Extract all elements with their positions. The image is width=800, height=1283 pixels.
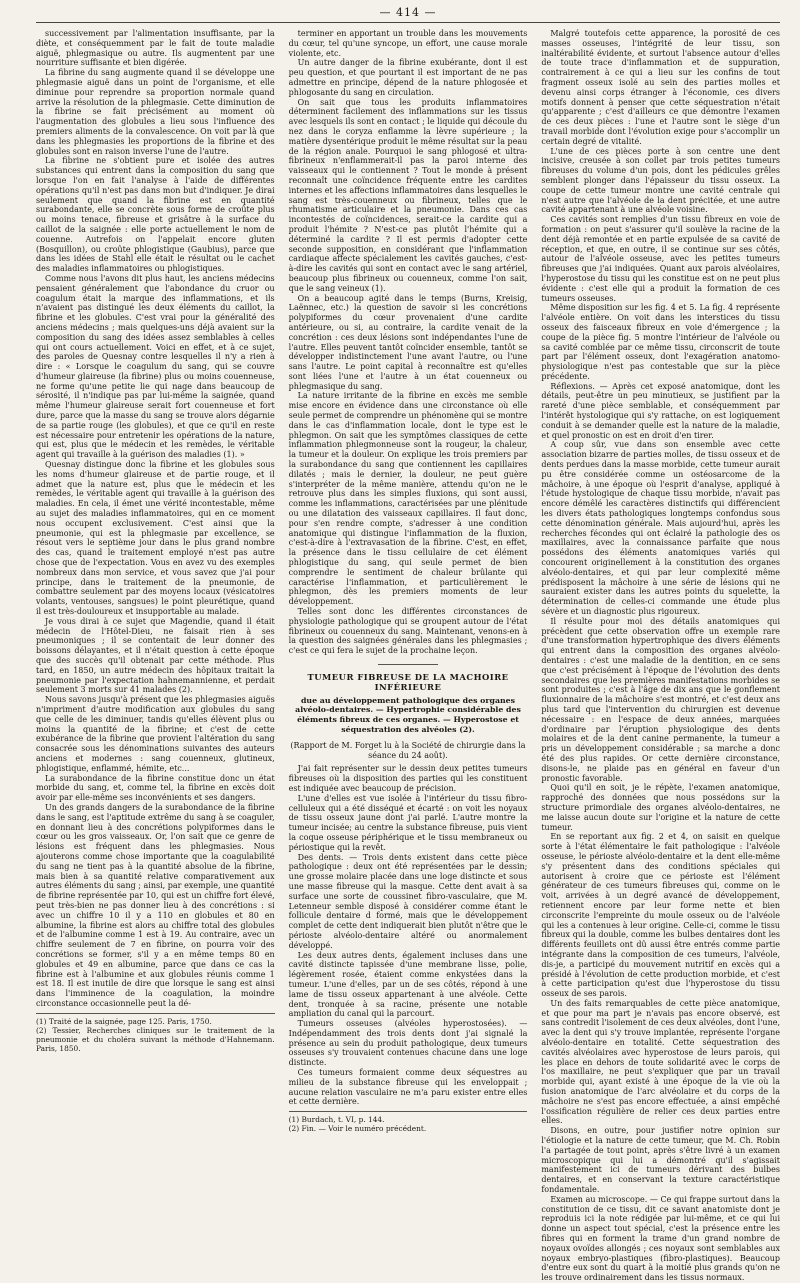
paragraph: En se reportant aux fig. 2 et 4, on saisit en quelque sorte à l'état élémentaire le fait pathologique : l'alvéole osseuse, le périoste alvéolo-dentaire et la dent elle-même s'y présentent dans des conditions spéciales qui autorisent à croire que ce périoste est l'élément générateur de ces tumeurs fibreuses qui, comme on le voit, arrivées à un degré avancé de développement, retiennent encore par leur forme nette et bien circonscrite l'empreinte du moule osseux ou de l'alvéole qui les a contenues à leur origine. Celle-ci, comme le tissu fibreux qui la double, comme les bulbes dentaires dont les différents feuillets ont dû aussi être entrés comme partie intégrante dans la composition de ces tumeurs, l'alvéole, dis-je, a participé du mouvement nutritif en excès qui a présidé à l'évolution de cette production morbide, et c'est à cette participation qu'est due l'hyperostose du tissu osseux de ses parois. [541, 832, 781, 999]
column-2-body-top [289, 29, 528, 656]
page-number: — 414 — [379, 6, 437, 19]
section-divider [378, 664, 438, 665]
column-3-body [541, 29, 780, 1283]
column-1-body [36, 29, 275, 1009]
footnote: (2) Tessier, Recherches cliniques sur le traitement de la pneumonie et du choléra suivant la méthode d'Hahnemann. Paris, 1850. [36, 1025, 275, 1053]
page-header [36, 6, 780, 23]
paragraph: Examen au microscope. — Ce qui frappe surtout dans la constitution de ce tissu, dit ce savant anatomiste dont je reproduis ici la note rédigée par lui-même, et ce qui lui donne un aspect tout spécial, c'est la présence entre les fibres qui en forment la trame d'un grand nombre de noyaux ovoïdes allongés ; ces noyaux sont semblables aux noyaux embryo-plastiques (fibro-plastiques). Beaucoup d'entre eux sont du quart à la moitié plus grands qu'on ne les trouve ordinairement dans les tissus normaux. [541, 1194, 781, 1283]
text-columns [36, 29, 781, 1283]
paragraph: successivement par l'alimentation insuffisante, par la diète, et conséquemment par le fait de toute maladie aiguë, phlegmasique ou autre. Ils augmentent par une nourriture suffisante et bien digérée. [36, 29, 275, 68]
paragraph: Des dents. — Trois dents existent dans cette pièce pathologique : deux ont été représentées par le dessin; une grosse molaire placée dans une loge distincte et sous une masse fibreuse qui la masque. Cette dent avait à sa surface une sorte de coussinet fibro-vasculaire, que M. Letenneur semble disposé à considérer comme étant le follicule dentaire d formé, mais que le développement complet de cette dent indiquerait bien plutôt n'être que le périoste alvéolo-dentaire altéré ou anormalement développé. [288, 852, 528, 950]
paragraph: Malgré toutefois cette apparence, la porosité de ces masses osseuses, l'intégrité de leur tissu, son inaltérabilité évidente, et surtout l'absence autour d'elles de toute trace d'inflammation et de suppuration, contrairement à ce qui a lieu sur les confins de tout fragment osseux isolé au sein des parties molles et devenu ainsi corps étranger à l'économie, ces divers motifs donnent à penser que cette séquestration n'était qu'apparente ; c'est d'ailleurs ce que démontre l'examen de ces deux pièces : l'une et l'autre sont le siège d'un travail morbide dont l'évolution exige pour s'accomplir un certain degré de vitalité. [541, 29, 781, 146]
paragraph: Nous savons jusqu'à présent que les phlegmasies aiguës n'impriment d'autre modification aux globules du sang que celle de les diminuer, tandis qu'elles élèvent plus ou moins la quantité de la fibrine; et c'est de cette exubérance de la fibrine que provient l'altération du sang consacrée sous les dénominations suivantes des auteurs anciens et modernes : sang couenneux, glutineux, phlogistique, enflammé, hémite, etc... [36, 695, 275, 773]
paragraph: Disons, en outre, pour justifier notre opinion sur l'étiologie et la nature de cette tumeur, que M. Ch. Robin l'a partagée de tout point, après s'être livré à un examen microscopique qui lui a démontré qu'il s'agissait manifestement ici de tumeurs dérivant des bulbes dentaires, et en conservant la texture caractéristique fondamentale. [541, 1126, 781, 1195]
paragraph: On sait que tous les produits inflammatoires déterminent facilement des inflammations sur les tissus avec lesquels ils sont en contact ; le liquide qui découle du nez dans le coryza enflamme la lèvre supérieure ; la matière dysentérique produit le même résultat sur la peau de la région anale. Pourquoi le sang phlogosé et ultra-fibrineux n'enflammerait-il pas la paroi interne des vaisseaux qui le contiennent ? Tout le monde à présent reconnaît une coïncidence fréquente entre les cardites internes et les affections inflammatoires dans lesquelles le sang est très-couenneux ou fibrineux, telles que le rhumatisme articulaire et la pneumonie. Dans ces cas incontestés de coïncidences, serait-ce la cardite qui a produit l'hémite ? N'est-ce pas plutôt l'hémite qui a déterminé la cardite ? Il est permis d'adopter cette seconde supposition, en considérant que l'inflammation cardiaque affecte spécialement les cavités gauches, c'est-à-dire les cavités qui sont en contact avec le sang artériel, beaucoup plus fibrineux ou couenneux, comme l'on sait, que le sang veineux (1). [288, 97, 528, 293]
paragraph: Ces tumeurs formaient comme deux séquestres au milieu de la substance fibreuse qui les enveloppait ; aucune relation vasculaire ne m'a paru exister entre elles et cette dernière. [288, 1068, 528, 1107]
report-line: (Rapport de M. Forget lu à la Société de chirurgie dans la séance du 24 août). [290, 740, 526, 760]
paragraph: terminer en apportant un trouble dans les mouvements du cœur, tel qu'une syncope, un effort, une cause morale violente, etc. [288, 29, 528, 58]
paragraph: La fibrine du sang augmente quand il se développe une phlegmasie aiguë dans un point de l'organisme, et elle diminue pour reprendre sa proportion normale quand arrive la résolution de la phlegmasie. Cette diminution de la fibrine se fait précisément au moment où l'augmentation des globules a lieu sous l'influence des premiers aliments de la convalescence. On voit par là que dans les phlegmasies les proportions de la fibrine et des globules sont en raison inverse l'une de l'autre. [36, 68, 275, 156]
paragraph: Un des grands dangers de la surabondance de la fibrine dans le sang, est l'aptitude extrême du sang à se coaguler, en donnant lieu à des concrétions polypiformes dans le cœur ou les gros vaisseaux. Or, l'on sait que ce genre de lésions est fréquent dans les phlegmasies. Nous ajouterons comme chose importante que la coagulabilité du sang ne tient pas à la quantité absolue de la fibrine, mais bien à sa quantité relative comparativement aux autres éléments du sang ; ainsi, par exemple, une quantité de fibrine représentée par 10, qui est un chiffre fort élevé, peut très-bien ne pas donner lieu à des concrétions : si avec un chiffre 10 il y a 110 en globules et 80 en albumine, la fibrine est alors au chiffre total des globules et de l'albumine comme 1 est à 19. Au contraire, avec un chiffre seulement de 7 en fibrine, on pourra voir des concrétions se former, s'il y a en même temps 80 en globules et 49 en albumine, parce que dans ce cas la fibrine est à l'albumine et aux globules réunis comme 1 est 18. Il est inutile de dire que lorsque le sang est ainsi dans l'imminence de la coagulation, la moindre circonstance occasionnelle peut la dé- [36, 802, 275, 1008]
paragraph: J'ai fait représenter sur le dessin deux petites tumeurs fibreuses où la disposition des parties qui les constituent est indiquée avec beaucoup de précision. [288, 764, 528, 793]
paragraph: Quoi qu'il en soit, je le répète, l'examen anatomique, rapproché des données que nous possédons sur la structure primordiale des organes alvéolo-dentaires, ne me laisse aucun doute sur l'origine et la nature de cette tumeur. [541, 783, 781, 832]
column-1 [36, 29, 275, 1169]
paragraph: On a beaucoup agité dans le temps (Burns, Kreisig, Laënnec, etc.) la question de savoir si les concrétions polypiformes du cœur provenaient d'une cardite antérieure, ou si, au contraire, la cardite venait de la concrétion : ces deux lésions sont indépendantes l'une de l'autre. Elles peuvent tantôt coïncider ensemble, tantôt se développer indistinctement l'une avant l'autre, ou l'une sans l'autre. Le point capital à reconnaître est qu'elles sont liées l'une et l'autre à un état couenneux ou phlegmasique du sang. [288, 293, 528, 391]
paragraph: Un autre danger de la fibrine exubérante, dont il est peu question, et que pourtant il est important de ne pas admettre en principe, dépend de la nature phlogosée et phlogosante du sang en circulation. [288, 58, 528, 97]
paragraph: La surabondance de la fibrine constitue donc un état morbide du sang, et, comme tel, la fibrine en excès doit avoir par elle-même ses inconvénients et ses dangers. [36, 773, 275, 803]
paragraph: Quesnay distingue donc la fibrine et les globules sous les noms d'humeur glaireuse et de partie rouge, et il admet que la nature est, plus que le médecin et les remèdes, le véritable agent qui travaille à la guérison des maladies. En cela, il émet une vérité incontestable, même au sujet des maladies inflammatoires, qui en ce moment nous occupent exclusivement. C'est ainsi que la pneumonie, qui est la phlegmasie par excellence, se résout vers le septième jour dans le plus grand nombre des cas, quand le traitement employé n'est pas autre chose que de l'expectation. Vous en avez vu des exemples nombreux dans mon service, et vous savez que j'ai pour principe, dans le traitement de la pneumonie, de combattre seulement par des moyens locaux (vésicatoires volants, ventouses, sangsues) le point pleurétique, quand il est très-douloureux et insupportable au malade. [36, 460, 275, 617]
paragraph: L'une de ces pièces porte à son centre une dent incisive, creusée à son collet par trois petites tumeurs fibreuses du volume d'un pois, dont les pédicules grêles semblent plonger dans l'épaisseur du tissu osseux. La coupe de cette tumeur montre une cavité centrale qui n'est autre que l'alvéole de la dent précitée, et une autre cavité appartenant à une alvéole voisine. [541, 146, 781, 215]
column-2-footnotes [289, 1111, 528, 1133]
footnote: (1) Traité de la saignée, page 125. Paris, 1750. [36, 1016, 212, 1026]
paragraph: Je vous dirai à ce sujet que Magendie, quand il était médecin de l'Hôtel-Dieu, ne faisait rien à ses pneumoniques ; il se contentait de leur donner des boissons délayantes, et il n'était question à cette époque que des succès qu'il obtenait par cette méthode. Plus tard, en 1850, un autre médecin des hôpitaux traitait la pneumonie par l'expectation hahnemannienne, et perdait seulement 3 morts sur 41 malades (2). [36, 616, 275, 695]
section-title: TUMEUR FIBREUSE DE LA MACHOIRE INFÉRIEURE [307, 672, 509, 692]
paragraph: Réflexions. — Après cet exposé anatomique, dont les détails, peut-être un peu minutieux, se justifient par la rareté d'une pièce semblable, et conséquemment par l'intérêt hystologique qui s'y rattache, on est logiquement conduit à se demander quelle est la nature de la maladie, et quel pronostic on est en droit d'en tirer. [541, 381, 781, 440]
paragraph: Même disposition sur les fig. 4 et 5. La fig. 4 représente l'alvéole entière. On voit dans les interstices du tissu osseux des faisceaux fibreux en voie d'émergence ; la coupe de la pièce fig. 5 montre l'intérieur de l'alvéole ou sa cavité comblée par ce même tissu, circonscrit de toute part par l'élément osseux, dont l'exagération anatomo-physiologique n'est pas contestable que sur la pièce précédente. [541, 303, 781, 381]
paragraph: L'une d'elles est vue isolée à l'intérieur du tissu fibro-celluleux qui a été disséqué et écarté : on voit les noyaux de tissu osseux jaune dont j'ai parlé. L'autre montre la tumeur incisée; au centre la substance fibreuse, puis vient la coque osseuse périphérique et le tissu membraneux ou périostique qui la revêt. [288, 793, 528, 852]
paragraph: La nature irritante de la fibrine en excès me semble mise encore en évidence dans une circonstance où elle seule permet de comprendre un phénomène qui se montre dans le cas d'inflammation locale, dont le type est le phlegmon. On sait que les symptômes classiques de cette inflammation phlegmonneuse sont la rougeur, la chaleur, la tumeur et la douleur. On explique les trois premiers par la surabondance du sang que contiennent les capillaires dilatés ; mais le dernier, la douleur, ne peut guère s'interpréter de la même manière, attendu qu'on ne le retrouve plus dans les simples fluxions, qui sont aussi, comme les inflammations, caractérisées par une plénitude ou une dilatation des vaisseaux capillaires. Il faut donc, pour s'en rendre compte, s'adresser à une condition anatomique qui distingue l'inflammation de la fluxion, c'est-à-dire à l'extravasation de la fibrine. C'est, en effet, la présence dans le tissu cellulaire de cet élément phlogistique du sang, qui seule permet de bien comprendre le sentiment de chaleur brûlante qui caractérise l'inflammation, et particulièrement le phlegmon, dès les premiers moments de leur développement. [288, 391, 528, 607]
footnote: (1) Burdach, t. VI, p. 144. [288, 1115, 385, 1125]
paragraph: Tumeurs osseuses (alvéoles hyperostosées). — Indépendamment des trois dents dont j'ai signalé la présence au sein du produit pathologique, deux tumeurs osseuses s'y trouvaient contenues chacune dans une loge distincte. [288, 1019, 528, 1068]
paragraph: La fibrine ne s'obtient pure et isolée des autres substances qui entrent dans la composition du sang que lorsque l'on en fait l'analyse à l'aide de différentes opérations qu'il n'est pas dans mon but d'indiquer. Je dirai seulement que quand la fibrine est en quantité surabondante, elle se concrète sous forme de croûte plus ou moins tenace, fibreuse et grisâtre à la surface du caillot de la saignée : elle porte actuellement le nom de couenne. Autrefois on l'appelait encore gluten (Bosquillon), ou croûte phlogistique (Gaubius), parce que dans les idées de Stahl elle était le résultat ou le cachet des maladies inflammatoires ou phlogistiques. [36, 156, 275, 274]
paragraph: Un des faits remarquables de cette pièce anatomique, et que pour ma part je n'avais pas encore observé, est sans contredit l'isolement de ces deux alvéoles, dont l'une, avec la dent qui s'y trouve implantée, représente l'organe alvéolo-dentaire en totalité. Cette séquestration des cavités alvéolaires avec hyperostose de leurs parois, qui les place en dehors de toute solidarité avec le corps de l'os maxillaire, ne peut s'expliquer que par un travail morbide qui, ayant existé à une époque de la vie où la fusion anatomique de l'arc alvéolaire et du corps de la mâchoire ne s'est pas encore effectuée, a ainsi empêché l'ossification régulière de relier ces deux parties entre elles. [541, 998, 781, 1126]
footnote: (2) Fin. — Voir le numéro précédent. [288, 1124, 427, 1134]
column-1-footnotes [36, 1013, 275, 1053]
paragraph: Comme nous l'avons dit plus haut, les anciens médecins pensaient généralement que l'abondance du cruor ou coagulum était la marque des inflammations, et ils n'avaient pas distingué les deux éléments du caillot, la fibrine et les globules. C'est vrai pour la généralité des anciens médecins ; mais quelques-uns déjà avaient sur la composition du sang des idées assez semblables à celles qui ont cours actuellement. Voici en effet, et à ce sujet, des paroles de Quesnay contre lesquelles il n'y a rien à dire : « Lorsque le coagulum du sang, qui se couvre d'humeur glaireuse (la fibrine) plus ou moins couenneuse, ne forme qu'une petite lie qui nage dans beaucoup de sérosité, il n'indique pas par lui-même la saignée, quand même l'humeur glaireuse serait fort couenneuse et fort dure, parce que la masse du sang se trouve alors dégarnie de sa partie rouge (les globules), et que ce qu'il en reste est nécessaire pour entretenir les opérations de la nature, qui est, plus que le médecin et les remèdes, le véritable agent qui travaille à la guérison des maladies (1). » [36, 273, 275, 460]
paragraph: A coup sûr, vue dans son ensemble avec cette association bizarre de parties molles, de tissu osseux et de dents perdues dans la masse morbide, cette tumeur aurait pu être considérée comme un ostéosarcome de la mâchoire, à une époque où l'esprit d'analyse, appliqué à l'étude hystologique de chaque tissu morbide, n'avait pas encore démêlé les caractères distinctifs qui différencient les divers états pathologiques longtemps confondus sous cette dénomination générale. Mais aujourd'hui, après les recherches fécondes qui ont éclairé la pathologie des os maxillaires, avec la connaissance parfaite que nous possédons des éléments anatomiques variés qui concourent originellement à la constitution des organes alvéolo-dentaires, et qui par leur complexité même prédisposent la mâchoire à une série de lésions qui ne sauraient exister dans les autres points du squelette, la détermination de celles-ci commande une étude plus sévère et un diagnostic plus rigoureux. [541, 440, 781, 617]
paragraph: Il résulte pour moi des détails anatomiques qui précèdent que cette observation offre un exemple rare d'une transformation hypertrophique des divers éléments qui entrent dans la composition des organes alvéolo-dentaires : c'est une maladie de la dentition, en ce sens que c'est précisément à l'époque de l'évolution des dents secondaires que les premières manifestations morbides se sont produites ; c'est à l'âge de dix ans que le gonflement fluxionnaire de la mâchoire s'est montré, et c'est deux ans plus tard que l'intervention du chirurgien est devenue nécessaire : en l'espace de deux années, marquées d'ordinaire par l'éruption physiologique des dents molaires et de la dent canine permanente, la tumeur a pris un développement considérable ; sa marche a donc été des plus rapides. Or cette dernière circonstance, disons-le, ne plaide pas en général en faveur d'un pronostic favorable. [541, 616, 781, 783]
column-3 [541, 29, 781, 1283]
paragraph: Telles sont donc les différentes circonstances de physiologie pathologique qui se groupent autour de l'état fibrineux ou couenneux du sang. Maintenant, venons-en à la question des saignées générales dans les phlegmasies ; c'est ce qui fera le sujet de la prochaine leçon. [288, 607, 528, 656]
section-subtitle: due au développement pathologique des organes alvéolo-dentaires. — Hypertrophie considérable des éléments fibreux de ces organes. — Hyperostose et séquestration des alvéoles (2). [295, 695, 521, 734]
column-2 [289, 29, 528, 1169]
column-2-body-bottom [289, 764, 528, 1107]
paragraph: Ces cavités sont remplies d'un tissu fibreux en voie de formation : on peut s'assurer qu'il soulève la racine de la dent déjà remontée et en partie expulsée de sa cavité de réception, et que, en outre, il se continue sur ses côtés, autour de l'alvéole osseuse, avec les petites tumeurs fibreuses que j'ai indiquées. Quant aux parois alvéolaires, l'hyperostose du tissu qui les constitue est on ne peut plus évidente : c'est elle qui a produit la formation de ces tumeurs osseuses. [541, 215, 781, 303]
paragraph: Les deux autres dents, également incluses dans une cavité distincte tapissée d'une membrane lisse, polie, légèrement rosée, étaient comme enkystées dans la tumeur. L'une d'elles, par un de ses côtés, répond à une lame de tissu osseux appartenant à une alvéole. Cette dent, tronquée à sa racine, présente une notable ampliation du canal qui la parcourt. [288, 950, 528, 1019]
